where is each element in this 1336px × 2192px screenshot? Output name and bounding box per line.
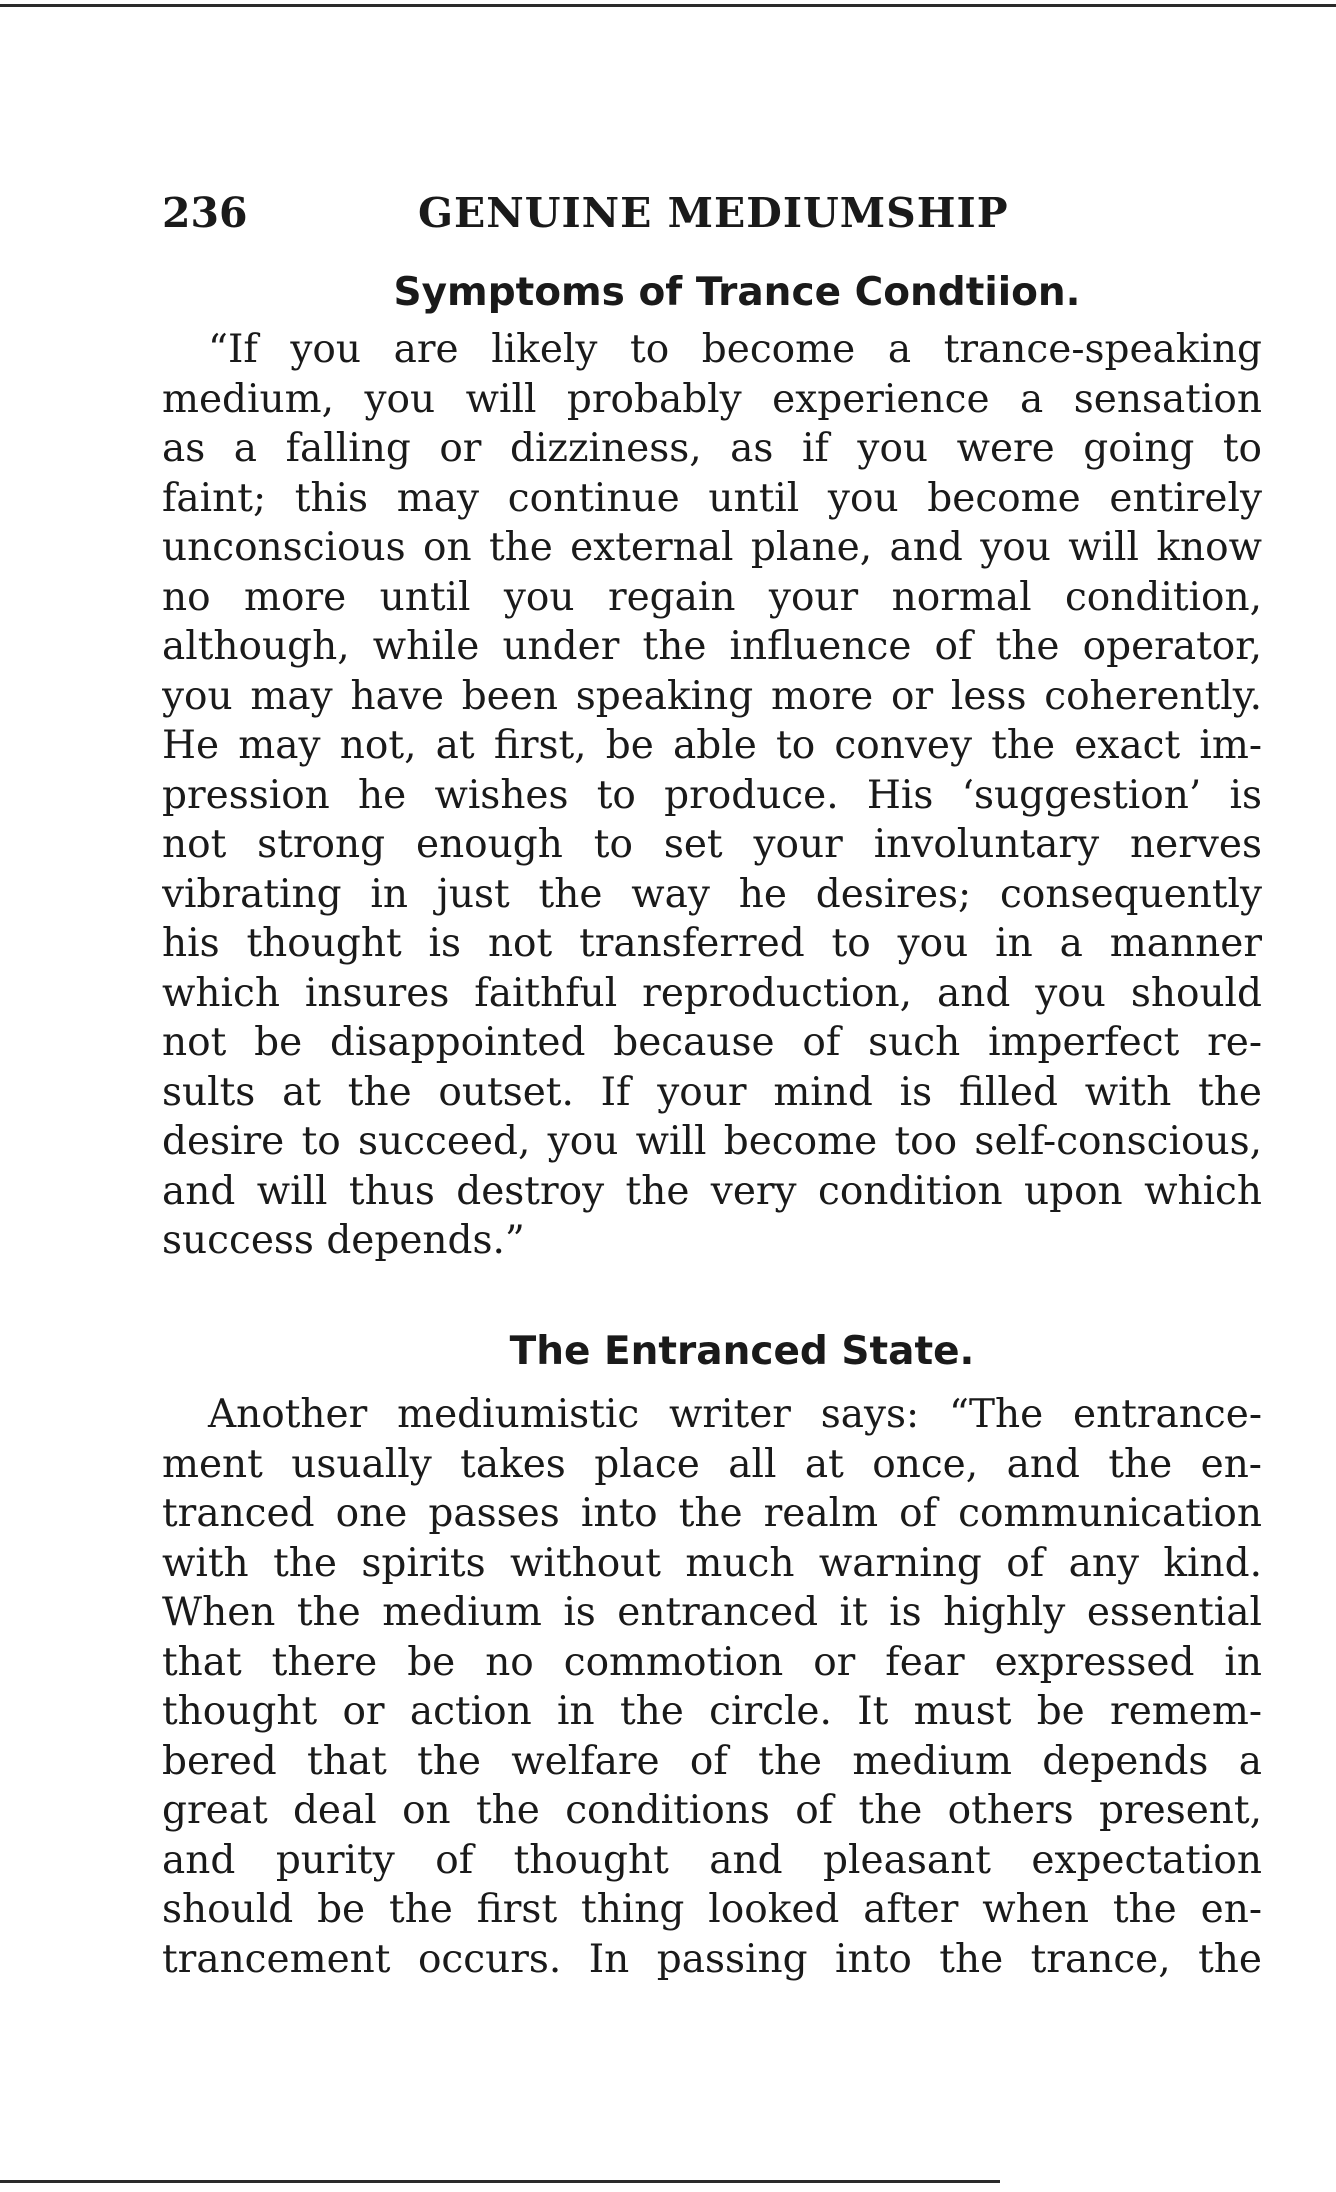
text-line: that there be no commotion or fear expressed in xyxy=(162,1639,1262,1685)
text-line: He may not, at first, be able to convey the exact im- xyxy=(162,723,1262,768)
text-line: thought or action in the circle. It must be remem- xyxy=(162,1689,1262,1734)
running-head xyxy=(162,185,1262,241)
text-line: and will thus destroy the very condition upon which xyxy=(162,1168,1262,1214)
bottom-rule xyxy=(0,2180,1000,2183)
text-line: no more until you regain your normal condition, xyxy=(162,574,1262,620)
text-line: Another mediumistic writer says: “The entrance- xyxy=(208,1392,1262,1437)
top-rule xyxy=(0,4,1336,7)
text-line: sults at the outset. If your mind is filled with the xyxy=(162,1069,1262,1115)
text-line: although, while under the influence of the operator, xyxy=(162,624,1262,669)
text-line: medium, you will probably experience a sensation xyxy=(162,376,1262,422)
text-line: tranced one passes into the realm of communication xyxy=(162,1491,1262,1536)
paragraph xyxy=(162,1390,1262,1984)
section-heading: Symptoms of Trance Condtiion. xyxy=(393,270,1081,315)
text-line: trancement occurs. In passing into the trance, the xyxy=(162,1936,1262,1982)
section-heading: The Entranced State. xyxy=(509,1329,975,1374)
text-line: as a falling or dizziness, as if you were going to xyxy=(162,426,1262,471)
text-line: his thought is not transferred to you in a manner xyxy=(162,921,1262,966)
text-line: “If you are likely to become a trance-speaking xyxy=(208,327,1262,372)
text-line: desire to succeed, you will become too self-conscious, xyxy=(162,1119,1262,1164)
text-line: great deal on the conditions of the others present, xyxy=(162,1788,1262,1833)
text-line: ment usually takes place all at once, and the en- xyxy=(162,1441,1262,1487)
text-line: and purity of thought and pleasant expectation xyxy=(162,1837,1262,1883)
paragraph xyxy=(162,325,1262,1266)
text-line: should be the first thing looked after when the en- xyxy=(162,1887,1262,1932)
text-line: faint; this may continue until you become entirely xyxy=(162,475,1262,521)
text-line: success depends.” xyxy=(162,1218,525,1263)
text-line: which insures faithful reproduction, and you should xyxy=(162,970,1262,1016)
text-line: When the medium is entranced it is highly essential xyxy=(162,1590,1262,1635)
text-line: with the spirits without much warning of any kind. xyxy=(162,1540,1262,1586)
text-line: unconscious on the external plane, and you will know xyxy=(162,525,1262,570)
page-number: 236 xyxy=(162,189,248,237)
text-line: bered that the welfare of the medium depends a xyxy=(162,1738,1262,1784)
text-line: not strong enough to set your involuntary nerves xyxy=(162,822,1262,867)
text-line: vibrating in just the way he desires; consequently xyxy=(162,871,1262,917)
text-line: not be disappointed because of such imperfect re- xyxy=(162,1020,1262,1065)
running-title: GENUINE MEDIUMSHIP xyxy=(418,189,1009,237)
text-line: you may have been speaking more or less coherently. xyxy=(162,673,1262,719)
text-line: pression he wishes to produce. His ‘suggestion’ is xyxy=(162,772,1262,818)
